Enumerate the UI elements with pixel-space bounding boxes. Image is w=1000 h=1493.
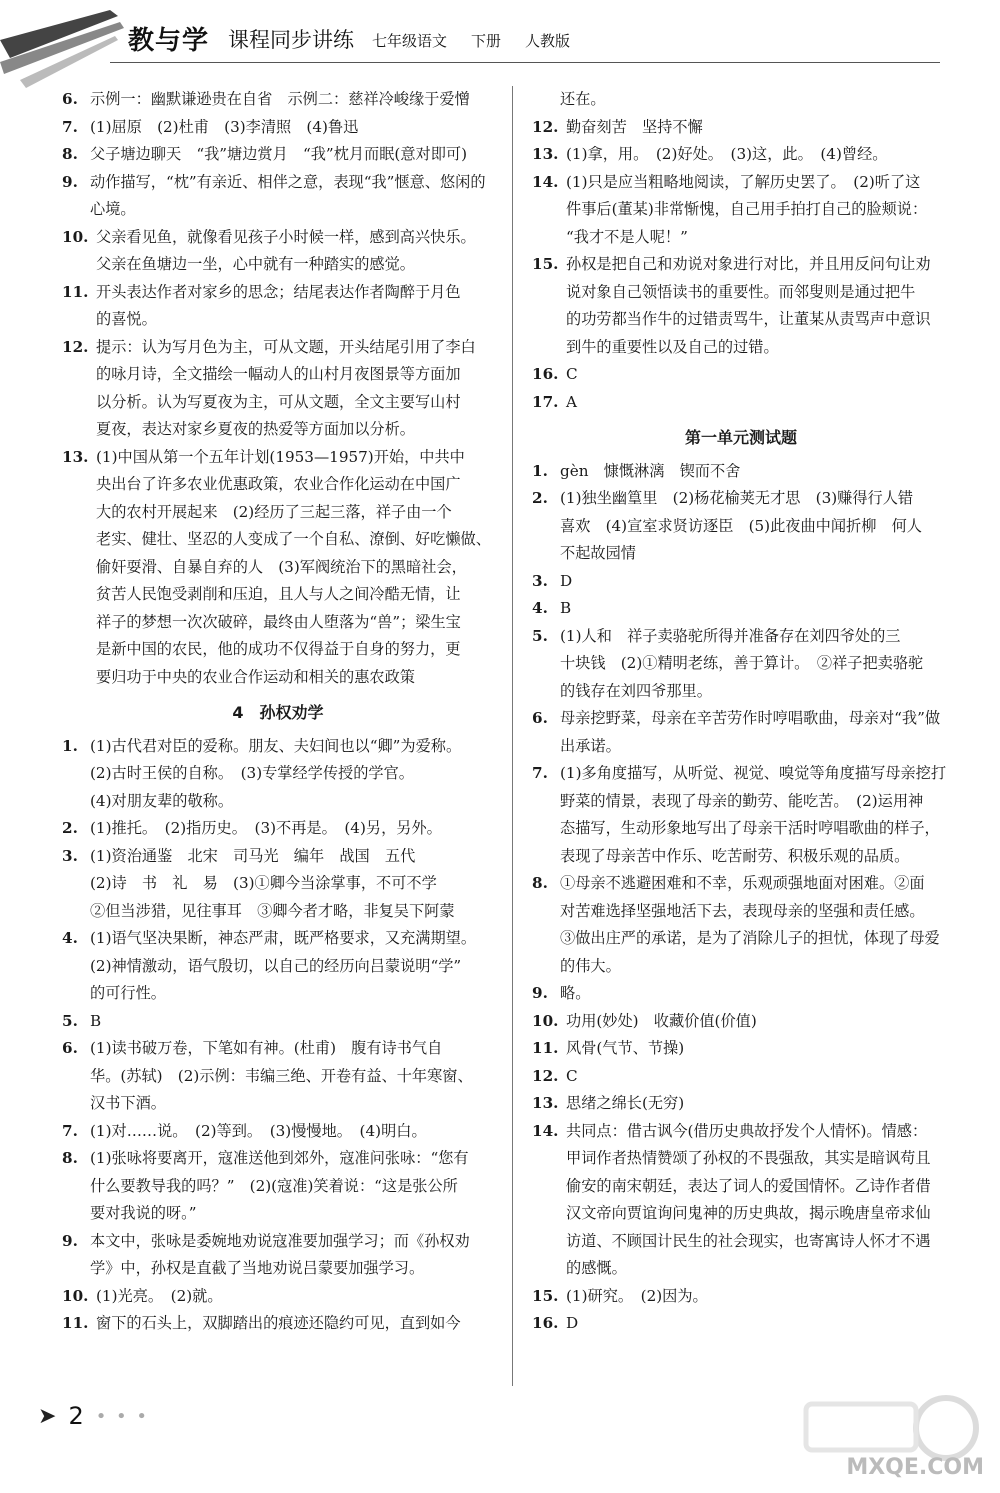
answer-line [532, 224, 950, 252]
footer-dots: • • • [95, 1405, 150, 1427]
answer-line [62, 361, 494, 389]
answer-line [62, 526, 494, 554]
answer-line [532, 898, 950, 926]
header-rule [110, 62, 940, 63]
answer-line [62, 1228, 494, 1256]
answer-line [62, 169, 494, 197]
header-decoration-graphic [0, 0, 130, 100]
header-grade: 七年级语文 [372, 32, 448, 50]
answer-line [532, 1310, 950, 1338]
watermark-site: MXQE.COM [846, 1455, 984, 1480]
answer-line [62, 733, 494, 761]
answer-line [62, 1035, 494, 1063]
answer-line [532, 361, 950, 389]
answer-line [62, 1008, 494, 1036]
answer-number: 10. [62, 1286, 89, 1305]
answer-number: 2. [532, 489, 548, 507]
answer-text: 的感慨。 [566, 1259, 627, 1277]
answer-text: 是新中国的农民，他的成功不仅得益于自身的努力，更 [96, 640, 461, 658]
answer-line [62, 196, 494, 224]
answer-line [62, 788, 494, 816]
answer-line [62, 114, 494, 142]
answer-text: (1)人和 祥子卖骆驼所得并准备存在刘四爷处的三 [560, 626, 901, 645]
answer-text: 偷安的南宋朝廷，表达了词人的爱国情怀。乙诗作者借 [566, 1176, 931, 1195]
answer-number: 3. [532, 571, 548, 590]
answer-line [532, 485, 950, 513]
answer-text: D [566, 1314, 579, 1332]
answer-text: 的功劳都当作牛的过错责骂牛，让董某从责骂声中意识 [566, 310, 931, 328]
answer-text: 夏夜，表达对家乡夏夜的热爱等方面加以分析。 [96, 420, 415, 438]
answer-number: 3. [62, 846, 78, 865]
answer-text: (4)对朋友辈的敬称。 [90, 791, 234, 810]
answer-number: 8. [62, 145, 78, 163]
answer-number: 12. [62, 337, 89, 356]
section-title: 第一单元测试题 [684, 428, 797, 447]
answer-line [532, 953, 950, 981]
answer-number: 11. [532, 1039, 559, 1057]
answer-line [532, 458, 950, 486]
answer-line [62, 1310, 494, 1338]
answer-number: 10. [62, 227, 89, 246]
section-title: 4 孙权劝学 [232, 703, 324, 722]
answer-line [532, 815, 950, 843]
answer-line [62, 609, 494, 637]
answer-number: 4. [532, 599, 548, 617]
answer-text: 的钱存在刘四爷那里。 [560, 681, 712, 700]
answer-line [62, 224, 494, 252]
answer-number: 5. [62, 1011, 78, 1030]
answer-line [532, 196, 950, 224]
answer-text: 件事后(董某)非常惭愧，自己用手拍打自己的脸颊说： [566, 200, 928, 218]
answer-line [62, 389, 494, 417]
answer-text: B [560, 599, 572, 617]
answer-text: 的喜悦。 [96, 310, 157, 328]
answer-line [62, 1090, 494, 1118]
answer-line [62, 898, 494, 926]
answer-line [532, 1173, 950, 1201]
header-meta [372, 30, 570, 51]
left-column [62, 86, 494, 1338]
answer-number: 8. [62, 1149, 78, 1167]
answer-text: (1)光亮。 (2)就。 [96, 1286, 223, 1305]
answer-line [62, 416, 494, 444]
answer-text: 什么要教导我的吗？” (2)(寇准)笑着说：“这是张公所 [90, 1176, 458, 1195]
answer-text: 心境。 [90, 200, 136, 218]
answer-text: 本文中，张咏是委婉地劝说寇准要加强学习；而《孙权劝 [90, 1231, 470, 1250]
answer-line [532, 705, 950, 733]
answer-text: (1)多角度描写，从听觉、视觉、嗅觉等角度描写母亲挖打 [560, 764, 947, 782]
answer-text: 偷奸耍滑、自暴自弃的人 (3)军阀统治下的黑暗社会， [96, 557, 467, 576]
answer-text: 访道、不顾国计民生的社会现实，也寄寓诗人怀才不遇 [566, 1231, 931, 1250]
answer-line [62, 925, 494, 953]
answer-text: 十块钱 (2)①精明老练，善于算计。 ②祥子把卖骆驼 [560, 654, 924, 672]
answer-line [532, 86, 950, 114]
answer-line [62, 953, 494, 981]
answer-text: 央出台了许多农业优惠政策，农业合作化运动在中国广 [96, 475, 461, 493]
answer-line [62, 870, 494, 898]
answer-text: ②但当涉猎，见往事耳 ③卿今者才略，非复吴下阿蒙 [90, 901, 455, 920]
answer-text: B [90, 1011, 102, 1030]
answer-line [532, 169, 950, 197]
answer-text: (2)古时王侯的自称。 (3)专掌经学传授的学官。 [90, 764, 414, 782]
answer-text: ①母亲不逃避困难和不幸，乐观顽强地面对困难。②面 [560, 874, 925, 892]
answer-line [532, 623, 950, 651]
answer-text: ③做出庄严的承诺，是为了消除儿子的担忧，体现了母爱 [560, 929, 940, 947]
answer-text: 风骨(气节、节操) [566, 1039, 685, 1057]
answer-line [532, 1283, 950, 1311]
answer-number: 4. [62, 929, 78, 947]
answer-text: (1)读书破万卷，下笔如有神。(杜甫) 腹有诗书气自 [90, 1039, 443, 1057]
answer-line [62, 815, 494, 843]
answer-line [532, 306, 950, 334]
header-logo: 教与学 [128, 26, 210, 56]
answer-text: (1)资治通鉴 北宋 司马光 编年 战国 五代 [90, 846, 416, 865]
answer-number: 10. [532, 1011, 559, 1030]
answer-line [532, 513, 950, 541]
header-volume: 下册 [471, 32, 502, 50]
answer-text: A [566, 392, 577, 411]
answer-text: 态描写，生动形象地写出了母亲干活时哼唱歌曲的样子， [560, 819, 940, 837]
answer-number: 17. [532, 392, 559, 411]
answer-line [532, 1255, 950, 1283]
answer-text: 老实、健壮、坚忍的人变成了一个自私、潦倒、好吃懒做、 [96, 530, 491, 548]
answer-text: 的伟大。 [560, 956, 621, 975]
answer-text: (1)对……说。 (2)等到。 (3)慢慢地。 (4)明白。 [90, 1121, 427, 1140]
answer-text: 的咏月诗，全文描绘一幅动人的山村月夜图景等方面加 [96, 365, 461, 383]
answer-text: 汉书下酒。 [90, 1094, 166, 1112]
answer-number: 14. [532, 172, 559, 191]
answer-text: 共同点：借古讽今(借历史典故抒发个人情怀)。情感： [566, 1121, 928, 1140]
answer-text: 祥子的梦想一次次破碎，最终由人堕落为“兽”；梁生宝 [96, 612, 461, 631]
answer-line [62, 843, 494, 871]
answer-line [532, 540, 950, 568]
answer-line [532, 114, 950, 142]
answer-text: C [566, 365, 578, 383]
answer-line [62, 1283, 494, 1311]
answer-text: 贫苦人民饱受剥削和压迫，且人与人之间冷酷无情，让 [96, 585, 461, 603]
answer-line [62, 471, 494, 499]
answer-text: 野菜的情景，表现了母亲的勤劳、能吃苦。 (2)运用神 [560, 791, 924, 810]
answer-line [62, 251, 494, 279]
answer-line [62, 306, 494, 334]
answer-line [532, 389, 950, 417]
answer-text: (2)神情激动，语气殷切，以自己的经历向吕蒙说明“学” [90, 956, 462, 975]
answer-number: 6. [532, 709, 548, 727]
answer-number: 13. [532, 1094, 559, 1112]
answer-number: 9. [62, 1231, 78, 1250]
answer-line [62, 1145, 494, 1173]
answer-text: 甲词作者热情赞颂了孙权的不畏强敌，其实是暗讽苟且 [566, 1149, 931, 1167]
answer-line [532, 733, 950, 761]
answer-line [532, 980, 950, 1008]
arrow-icon: ➤ [38, 1403, 57, 1429]
answer-text: gèn 慷慨淋漓 锲而不舍 [560, 461, 741, 480]
answer-text: 学》中，孙权是直截了当地劝说吕蒙要加强学习。 [90, 1259, 425, 1277]
answer-number: 14. [532, 1121, 559, 1140]
page-number: 2 [68, 1402, 84, 1430]
answer-line [532, 1118, 950, 1146]
answer-line [532, 595, 950, 623]
header-title: 课程同步讲练 [228, 28, 354, 52]
answer-text: 父亲看见鱼，就像看见孩子小时候一样，感到高兴快乐。 [96, 227, 476, 246]
answer-number: 1. [532, 461, 548, 480]
answer-number: 9. [62, 172, 78, 191]
answer-line [532, 141, 950, 169]
answer-text: 开头表达作者对家乡的思念；结尾表达作者陶醉于月色 [96, 282, 461, 301]
answer-text: 孙权是把自己和劝说对象进行对比，并且用反问句让劝 [566, 255, 931, 273]
answer-text: 窗下的石头上，双脚踏出的痕迹还隐约可见，直到如今 [96, 1314, 461, 1332]
answer-text: (1)独坐幽篁里 (2)杨花榆荚无才思 (3)赚得行人错 [560, 489, 914, 507]
answer-text: 说对象自己领悟读书的重要性。而邻叟则是通过把牛 [566, 282, 916, 301]
answer-line [62, 1118, 494, 1146]
answer-line [62, 86, 494, 114]
answer-text: 的可行性。 [90, 984, 166, 1002]
answer-line [62, 141, 494, 169]
answer-text: 还在。 [560, 90, 606, 108]
answer-text: (1)古代君对臣的爱称。朋友、夫妇间也以“卿”为爱称。 [90, 736, 462, 755]
answer-text: (1)拿，用。 (2)好处。 (3)这，此。 (4)曾经。 [566, 145, 888, 163]
answer-text: 要对我说的呀。” [90, 1204, 197, 1222]
answer-line [62, 554, 494, 582]
answer-text: 勤奋刻苦 坚持不懈 [566, 117, 703, 136]
answer-line [532, 1145, 950, 1173]
answer-text: 示例一：幽默谦逊贵在自省 示例二：慈祥冷峻缘于爱憎 [90, 90, 470, 108]
answer-number: 1. [62, 736, 78, 755]
answer-line [532, 870, 950, 898]
answer-line [532, 1008, 950, 1036]
answer-text: 喜欢 (4)宣室求贤访逐臣 (5)此夜曲中闻折柳 何人 [560, 516, 922, 535]
answer-text: 动作描写，“枕”有亲近、相伴之意，表现“我”惬意、悠闲的 [90, 172, 486, 191]
answer-line [532, 760, 950, 788]
answer-number: 16. [532, 365, 559, 383]
answer-text: 对苦难选择坚强地活下去，表现母亲的坚强和责任感。 [560, 901, 925, 920]
right-column [532, 86, 950, 1338]
answer-line [532, 678, 950, 706]
answer-line [62, 1200, 494, 1228]
answer-text: 提示：认为写月色为主，可从文题，开头结尾引用了李白 [96, 337, 476, 356]
header-edition: 人教版 [525, 32, 571, 50]
answer-text: 表现了母亲苦中作乐、吃苦耐劳、积极乐观的品质。 [560, 846, 910, 865]
answer-number: 15. [532, 1286, 559, 1305]
answer-line [532, 1035, 950, 1063]
answer-number: 11. [62, 282, 89, 301]
answer-number: 13. [62, 447, 89, 466]
answer-text: C [566, 1066, 578, 1085]
answer-number: 6. [62, 90, 78, 108]
answer-number: 15. [532, 255, 559, 273]
answer-number: 13. [532, 145, 559, 163]
answer-text: 以分析。认为写夏夜为主，可从文题，全文主要写山村 [96, 392, 461, 411]
answer-text: 思绪之绵长(无穷) [566, 1094, 685, 1112]
answer-line [62, 1063, 494, 1091]
answer-line [62, 581, 494, 609]
answer-line [62, 279, 494, 307]
answer-text: 父子塘边聊天 “我”塘边赏月 “我”枕月而眠(意对即可) [90, 145, 468, 163]
page-footer [38, 1402, 149, 1430]
answer-number: 12. [532, 1066, 559, 1085]
answer-number: 11. [62, 1314, 89, 1332]
answer-number: 12. [532, 117, 559, 136]
answer-number: 7. [62, 117, 78, 136]
answer-line [62, 499, 494, 527]
answer-line [62, 636, 494, 664]
answer-number: 9. [532, 984, 548, 1002]
answer-line [532, 1228, 950, 1256]
answer-line [532, 788, 950, 816]
answer-line [532, 1090, 950, 1118]
answer-text: 母亲挖野菜，母亲在辛苦劳作时哼唱歌曲，母亲对“我”做 [560, 709, 941, 727]
answer-number: 8. [532, 874, 548, 892]
answer-line [532, 334, 950, 362]
answer-line [62, 444, 494, 472]
answer-text: (1)推托。 (2)指历史。 (3)不再是。 (4)另，另外。 [90, 819, 442, 837]
answer-line [62, 760, 494, 788]
answer-text: 要归功于中央的农业合作运动和相关的惠农政策 [96, 667, 415, 686]
answer-text: (1)张咏将要离开，寇准送他到郊外，寇准问张咏：“您有 [90, 1149, 469, 1167]
answer-text: (1)屈原 (2)杜甫 (3)李清照 (4)鲁迅 [90, 117, 359, 136]
answer-text: 父亲在鱼塘边一坐，心中就有一种踏实的感觉。 [96, 255, 415, 273]
answer-text: 汉文帝向贾谊询问鬼神的历史典故，揭示晚唐皇帝求仙 [566, 1204, 931, 1222]
answer-text: 略。 [560, 984, 591, 1002]
answer-text: 华。(苏轼) (2)示例：韦编三绝、开卷有益、十年寒窗、 [90, 1066, 473, 1085]
answer-line [62, 980, 494, 1008]
answer-line [62, 334, 494, 362]
answer-line [532, 251, 950, 279]
answer-number: 2. [62, 819, 78, 837]
answer-number: 7. [62, 1121, 78, 1140]
answer-line [62, 1255, 494, 1283]
answer-line [532, 925, 950, 953]
answer-text: “我才不是人呢！” [566, 227, 688, 246]
answer-line [532, 650, 950, 678]
column-divider [512, 86, 513, 1386]
answer-number: 7. [532, 764, 548, 782]
answer-line [532, 1200, 950, 1228]
answer-text: (2)诗 书 礼 易 (3)①卿今当涂掌事，不可不学 [90, 874, 437, 892]
answer-number: 5. [532, 626, 548, 645]
answer-text: 不起故园情 [560, 544, 636, 562]
answer-text: (1)研究。 (2)因为。 [566, 1286, 708, 1305]
answer-text: 出承诺。 [560, 736, 621, 755]
answer-text: (1)中国从第一个五年计划(1953—1957)开始，中共中 [96, 447, 465, 466]
answer-line [532, 568, 950, 596]
answer-text: 大的农村开展起来 (2)经历了三起三落，祥子由一个 [96, 502, 452, 521]
answer-line [532, 843, 950, 871]
answer-number: 6. [62, 1039, 78, 1057]
answer-text: (1)语气坚决果断，神态严肃，既严格要求，又充满期望。 [90, 929, 477, 947]
answer-text: 到牛的重要性以及自己的过错。 [566, 337, 779, 356]
answer-line [62, 1173, 494, 1201]
answer-text: (1)只是应当粗略地阅读，了解历史罢了。 (2)听了这 [566, 172, 921, 191]
answer-number: 16. [532, 1314, 559, 1332]
answer-line [532, 279, 950, 307]
answer-line [532, 1063, 950, 1091]
answer-text: D [560, 571, 573, 590]
answer-line [62, 664, 494, 692]
answer-text: 功用(妙处) 收藏价值(价值) [566, 1011, 757, 1030]
